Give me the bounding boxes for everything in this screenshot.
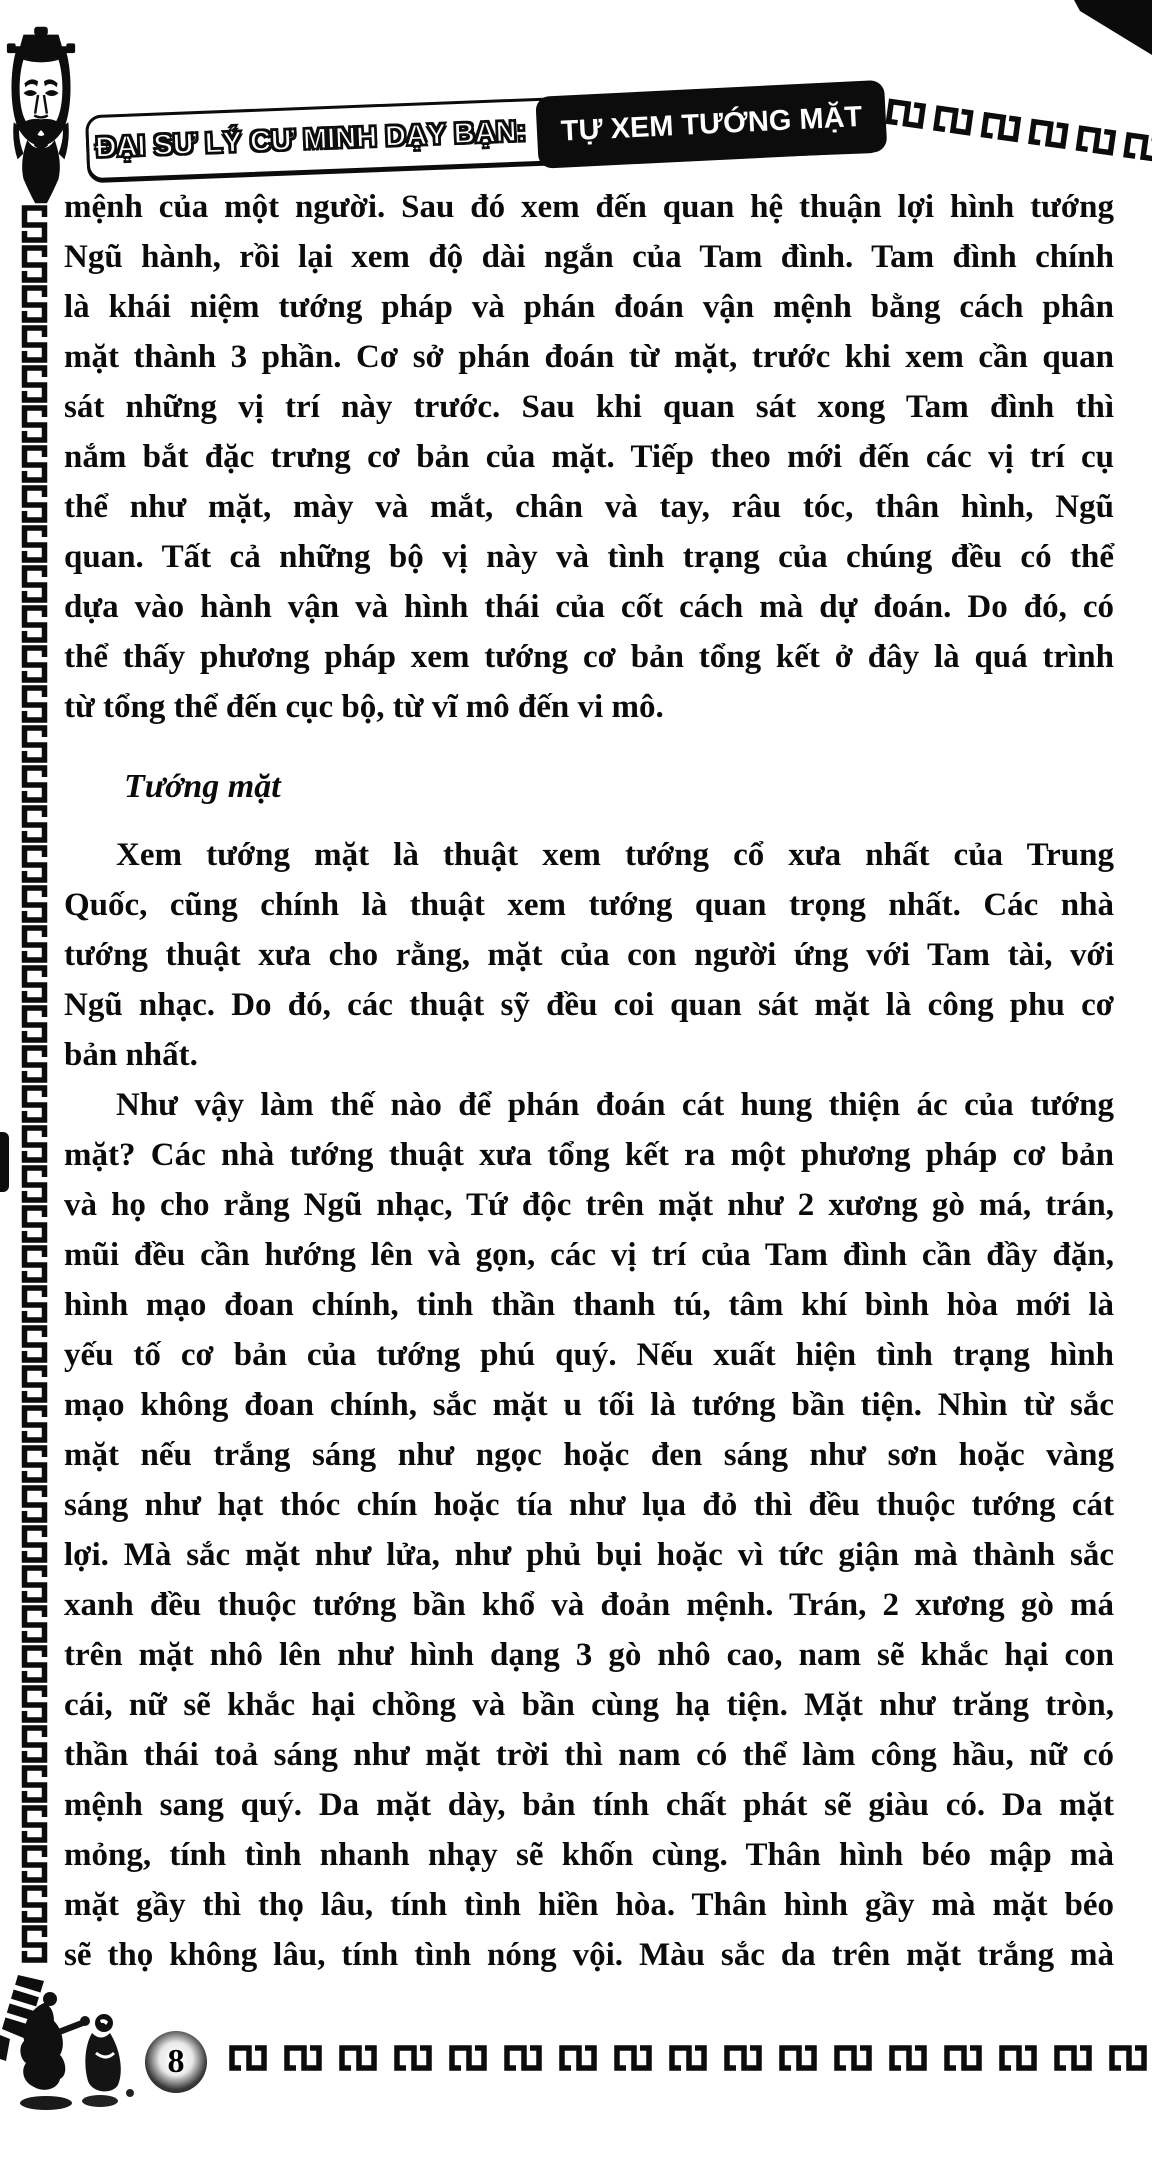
greek-key-icon bbox=[20, 1844, 49, 1884]
text-line: mặt gầy thì thọ lâu, tính tình hiền hòa. Thân hình gầy mà mặt béo bbox=[64, 1887, 1114, 1923]
text-line: xanh đều thuộc tướng bần khổ và đoản mệnh. Trán, 2 xương gò má bbox=[64, 1587, 1114, 1623]
section-heading: Tướng mặt bbox=[124, 768, 281, 805]
text-line: mặt nếu trắng sáng như ngọc hoặc đen sáng như sơn hoặc vàng bbox=[64, 1437, 1114, 1473]
greek-key-icon bbox=[723, 2044, 763, 2072]
greek-key-icon bbox=[1074, 123, 1118, 158]
sage-portrait-icon bbox=[2, 24, 80, 206]
greek-key-icon bbox=[20, 1604, 49, 1644]
greek-key-icon bbox=[20, 884, 49, 924]
greek-key-icon bbox=[20, 764, 49, 804]
greek-key-icon bbox=[20, 1364, 49, 1404]
greek-key-icon bbox=[20, 1004, 49, 1044]
greek-key-icon bbox=[778, 2044, 818, 2072]
text-line: mệnh sang quý. Da mặt dày, bản tính chất phát sẽ giàu có. Da mặt bbox=[64, 1787, 1114, 1823]
greek-key-icon bbox=[20, 1084, 49, 1124]
greek-key-icon bbox=[20, 1564, 49, 1604]
greek-key-icon bbox=[20, 724, 49, 764]
greek-key-icon bbox=[393, 2044, 433, 2072]
greek-key-icon bbox=[20, 1724, 49, 1764]
greek-key-icon bbox=[20, 1244, 49, 1284]
greek-key-icon bbox=[20, 1764, 49, 1804]
greek-key-icon bbox=[448, 2044, 488, 2072]
greek-key-icon bbox=[943, 2044, 983, 2072]
greek-key-icon bbox=[20, 1684, 49, 1724]
greek-key-icon bbox=[20, 404, 49, 444]
text-line: là khái niệm tướng pháp và phán đoán vận mệnh bằng cách phân bbox=[64, 289, 1114, 325]
text-line: Như vậy làm thế nào để phán đoán cát hung thiện ác của tướng bbox=[116, 1087, 1114, 1123]
text-line: sát những vị trí này trước. Sau khi quan sát xong Tam đình thì bbox=[64, 389, 1114, 425]
greek-key-icon bbox=[979, 110, 1023, 145]
body-text bbox=[64, 182, 1114, 1980]
greek-key-icon bbox=[338, 2044, 378, 2072]
text-line: trên mặt nhô lên như hình dạng 3 gò nhô cao, nam sẽ khắc hại con bbox=[64, 1637, 1114, 1673]
banner-title-right: TỰ XEM TƯỚNG MẶT bbox=[535, 80, 888, 169]
text-line: bản nhất. bbox=[64, 1037, 198, 1073]
text-line: mỏng, tính tình nhanh nhạy sẽ khốn cùng. Thân hình béo mập mà bbox=[64, 1837, 1114, 1873]
text-line: thể như mặt, mày và mắt, chân và tay, râu tóc, thân hình, Ngũ bbox=[64, 489, 1114, 525]
greek-key-icon bbox=[20, 1484, 49, 1524]
text-line: tướng thuật xưa cho rằng, mặt của con người ứng với Tam tài, với bbox=[64, 937, 1114, 973]
greek-key-icon bbox=[20, 1444, 49, 1484]
text-line: thần thái toả sáng như mặt trời thì nam có thể làm công hầu, nữ có bbox=[64, 1737, 1114, 1773]
greek-key-icon bbox=[20, 804, 49, 844]
scan-corner-wedge bbox=[1056, 0, 1152, 58]
text-line: và họ cho rằng Ngũ nhạc, Tứ độc trên mặt như 2 xương gò má, trán, bbox=[64, 1187, 1114, 1223]
greek-key-icon bbox=[1027, 116, 1071, 151]
greek-key-icon bbox=[228, 2044, 268, 2072]
text-line: mệnh của một người. Sau đó xem đến quan hệ thuận lợi hình tướng bbox=[64, 189, 1114, 225]
text-line: mặt? Các nhà tướng thuật xưa tổng kết ra một phương pháp cơ bản bbox=[64, 1137, 1114, 1173]
greek-key-icon bbox=[20, 484, 49, 524]
text-line: Quốc, cũng chính là thuật xem tướng quan trọng nhất. Các nhà bbox=[64, 887, 1114, 923]
greek-key-icon bbox=[20, 1404, 49, 1444]
text-line: quan. Tất cả những bộ vị này và tình trạng của chúng đều có thể bbox=[64, 539, 1114, 575]
text-line: sáng như hạt thóc chín hoặc tía như lụa đỏ thì đều thuộc tướng cát bbox=[64, 1487, 1114, 1523]
meander-border-left bbox=[20, 204, 50, 1986]
text-line: Ngũ nhạc. Do đó, các thuật sỹ đều coi quan sát mặt là công phu cơ bbox=[64, 987, 1114, 1023]
text-line: Xem tướng mặt là thuật xem tướng cổ xưa nhất của Trung bbox=[116, 837, 1114, 873]
greek-key-icon bbox=[20, 324, 49, 364]
greek-key-icon bbox=[1053, 2044, 1093, 2072]
greek-key-icon bbox=[558, 2044, 598, 2072]
greek-key-icon bbox=[20, 284, 49, 324]
text-line: dựa vào hành vận và hình thái của cốt cách mà dự đoán. Do đó, có bbox=[64, 589, 1114, 625]
text-line: nắm bắt đặc trưng cơ bản của mặt. Tiếp theo mới đến các vị trí cụ bbox=[64, 439, 1114, 475]
greek-key-icon bbox=[20, 524, 49, 564]
greek-key-icon bbox=[20, 204, 49, 244]
text-line: hình mạo đoan chính, tinh thần thanh tú, tâm khí bình hòa mới là bbox=[64, 1287, 1114, 1323]
page-number-badge bbox=[145, 2031, 207, 2093]
meander-border-top bbox=[884, 96, 1152, 165]
greek-key-icon bbox=[1108, 2044, 1148, 2072]
greek-key-icon bbox=[20, 1284, 49, 1324]
greek-key-icon bbox=[20, 1644, 49, 1684]
text-line: mặt thành 3 phần. Cơ sở phán đoán từ mặt, trước khi xem cần quan bbox=[64, 339, 1114, 375]
banner-title-left: ĐẠI SƯ LÝ CƯ MINH DẠY BẠN: bbox=[94, 114, 527, 164]
greek-key-icon bbox=[931, 103, 975, 138]
page-number: 8 bbox=[167, 2043, 185, 2080]
greek-key-icon bbox=[613, 2044, 653, 2072]
meander-border-bottom bbox=[228, 2044, 1152, 2072]
greek-key-icon bbox=[20, 244, 49, 284]
greek-key-icon bbox=[20, 1804, 49, 1844]
text-line: mũi đều cần hướng lên và gọn, các vị trí của Tam đình cần đầy đặn, bbox=[64, 1237, 1114, 1273]
greek-key-icon bbox=[20, 1164, 49, 1204]
greek-key-icon bbox=[20, 364, 49, 404]
greek-key-icon bbox=[20, 844, 49, 884]
greek-key-icon bbox=[668, 2044, 708, 2072]
greek-key-icon bbox=[20, 1204, 49, 1244]
greek-key-icon bbox=[20, 1124, 49, 1164]
greek-key-icon bbox=[833, 2044, 873, 2072]
greek-key-icon bbox=[503, 2044, 543, 2072]
greek-key-icon bbox=[20, 924, 49, 964]
greek-key-icon bbox=[1122, 130, 1152, 165]
text-line: lợi. Mà sắc mặt như lửa, như phủ bụi hoặc vì tức giận mà thành sắc bbox=[64, 1537, 1114, 1573]
text-line: cái, nữ sẽ khắc hại chồng và bần cùng hạ tiện. Mặt như trăng tròn, bbox=[64, 1687, 1114, 1723]
text-line: từ tổng thể đến cục bộ, từ vĩ mô đến vi mô. bbox=[64, 689, 664, 725]
greek-key-icon bbox=[20, 1924, 49, 1964]
greek-key-icon bbox=[20, 964, 49, 1004]
greek-key-icon bbox=[20, 684, 49, 724]
scan-edge-mark bbox=[0, 1132, 9, 1192]
footer-figures-illustration bbox=[0, 1975, 160, 2130]
greek-key-icon bbox=[20, 1524, 49, 1564]
greek-key-icon bbox=[20, 564, 49, 604]
text-line: mạo không đoan chính, sắc mặt u tối là tướng bần tiện. Nhìn từ sắc bbox=[64, 1387, 1114, 1423]
greek-key-icon bbox=[884, 96, 928, 131]
greek-key-icon bbox=[888, 2044, 928, 2072]
text-line: sẽ thọ không lâu, tính tình nóng vội. Màu sắc da trên mặt trắng mà bbox=[64, 1937, 1114, 1973]
greek-key-icon bbox=[20, 644, 49, 684]
greek-key-icon bbox=[20, 1884, 49, 1924]
text-line: Ngũ hành, rồi lại xem độ dài ngắn của Tam đình. Tam đình chính bbox=[64, 239, 1114, 275]
text-line: thể thấy phương pháp xem tướng cơ bản tổng kết ở đây là quá trình bbox=[64, 639, 1114, 675]
greek-key-icon bbox=[998, 2044, 1038, 2072]
greek-key-icon bbox=[20, 1044, 49, 1084]
greek-key-icon bbox=[283, 2044, 323, 2072]
greek-key-icon bbox=[20, 1324, 49, 1364]
greek-key-icon bbox=[20, 604, 49, 644]
chapter-title-banner bbox=[85, 85, 885, 182]
greek-key-icon bbox=[20, 444, 49, 484]
text-line: yếu tố cơ bản của tướng phú quý. Nếu xuất hiện tình trạng hình bbox=[64, 1337, 1114, 1373]
